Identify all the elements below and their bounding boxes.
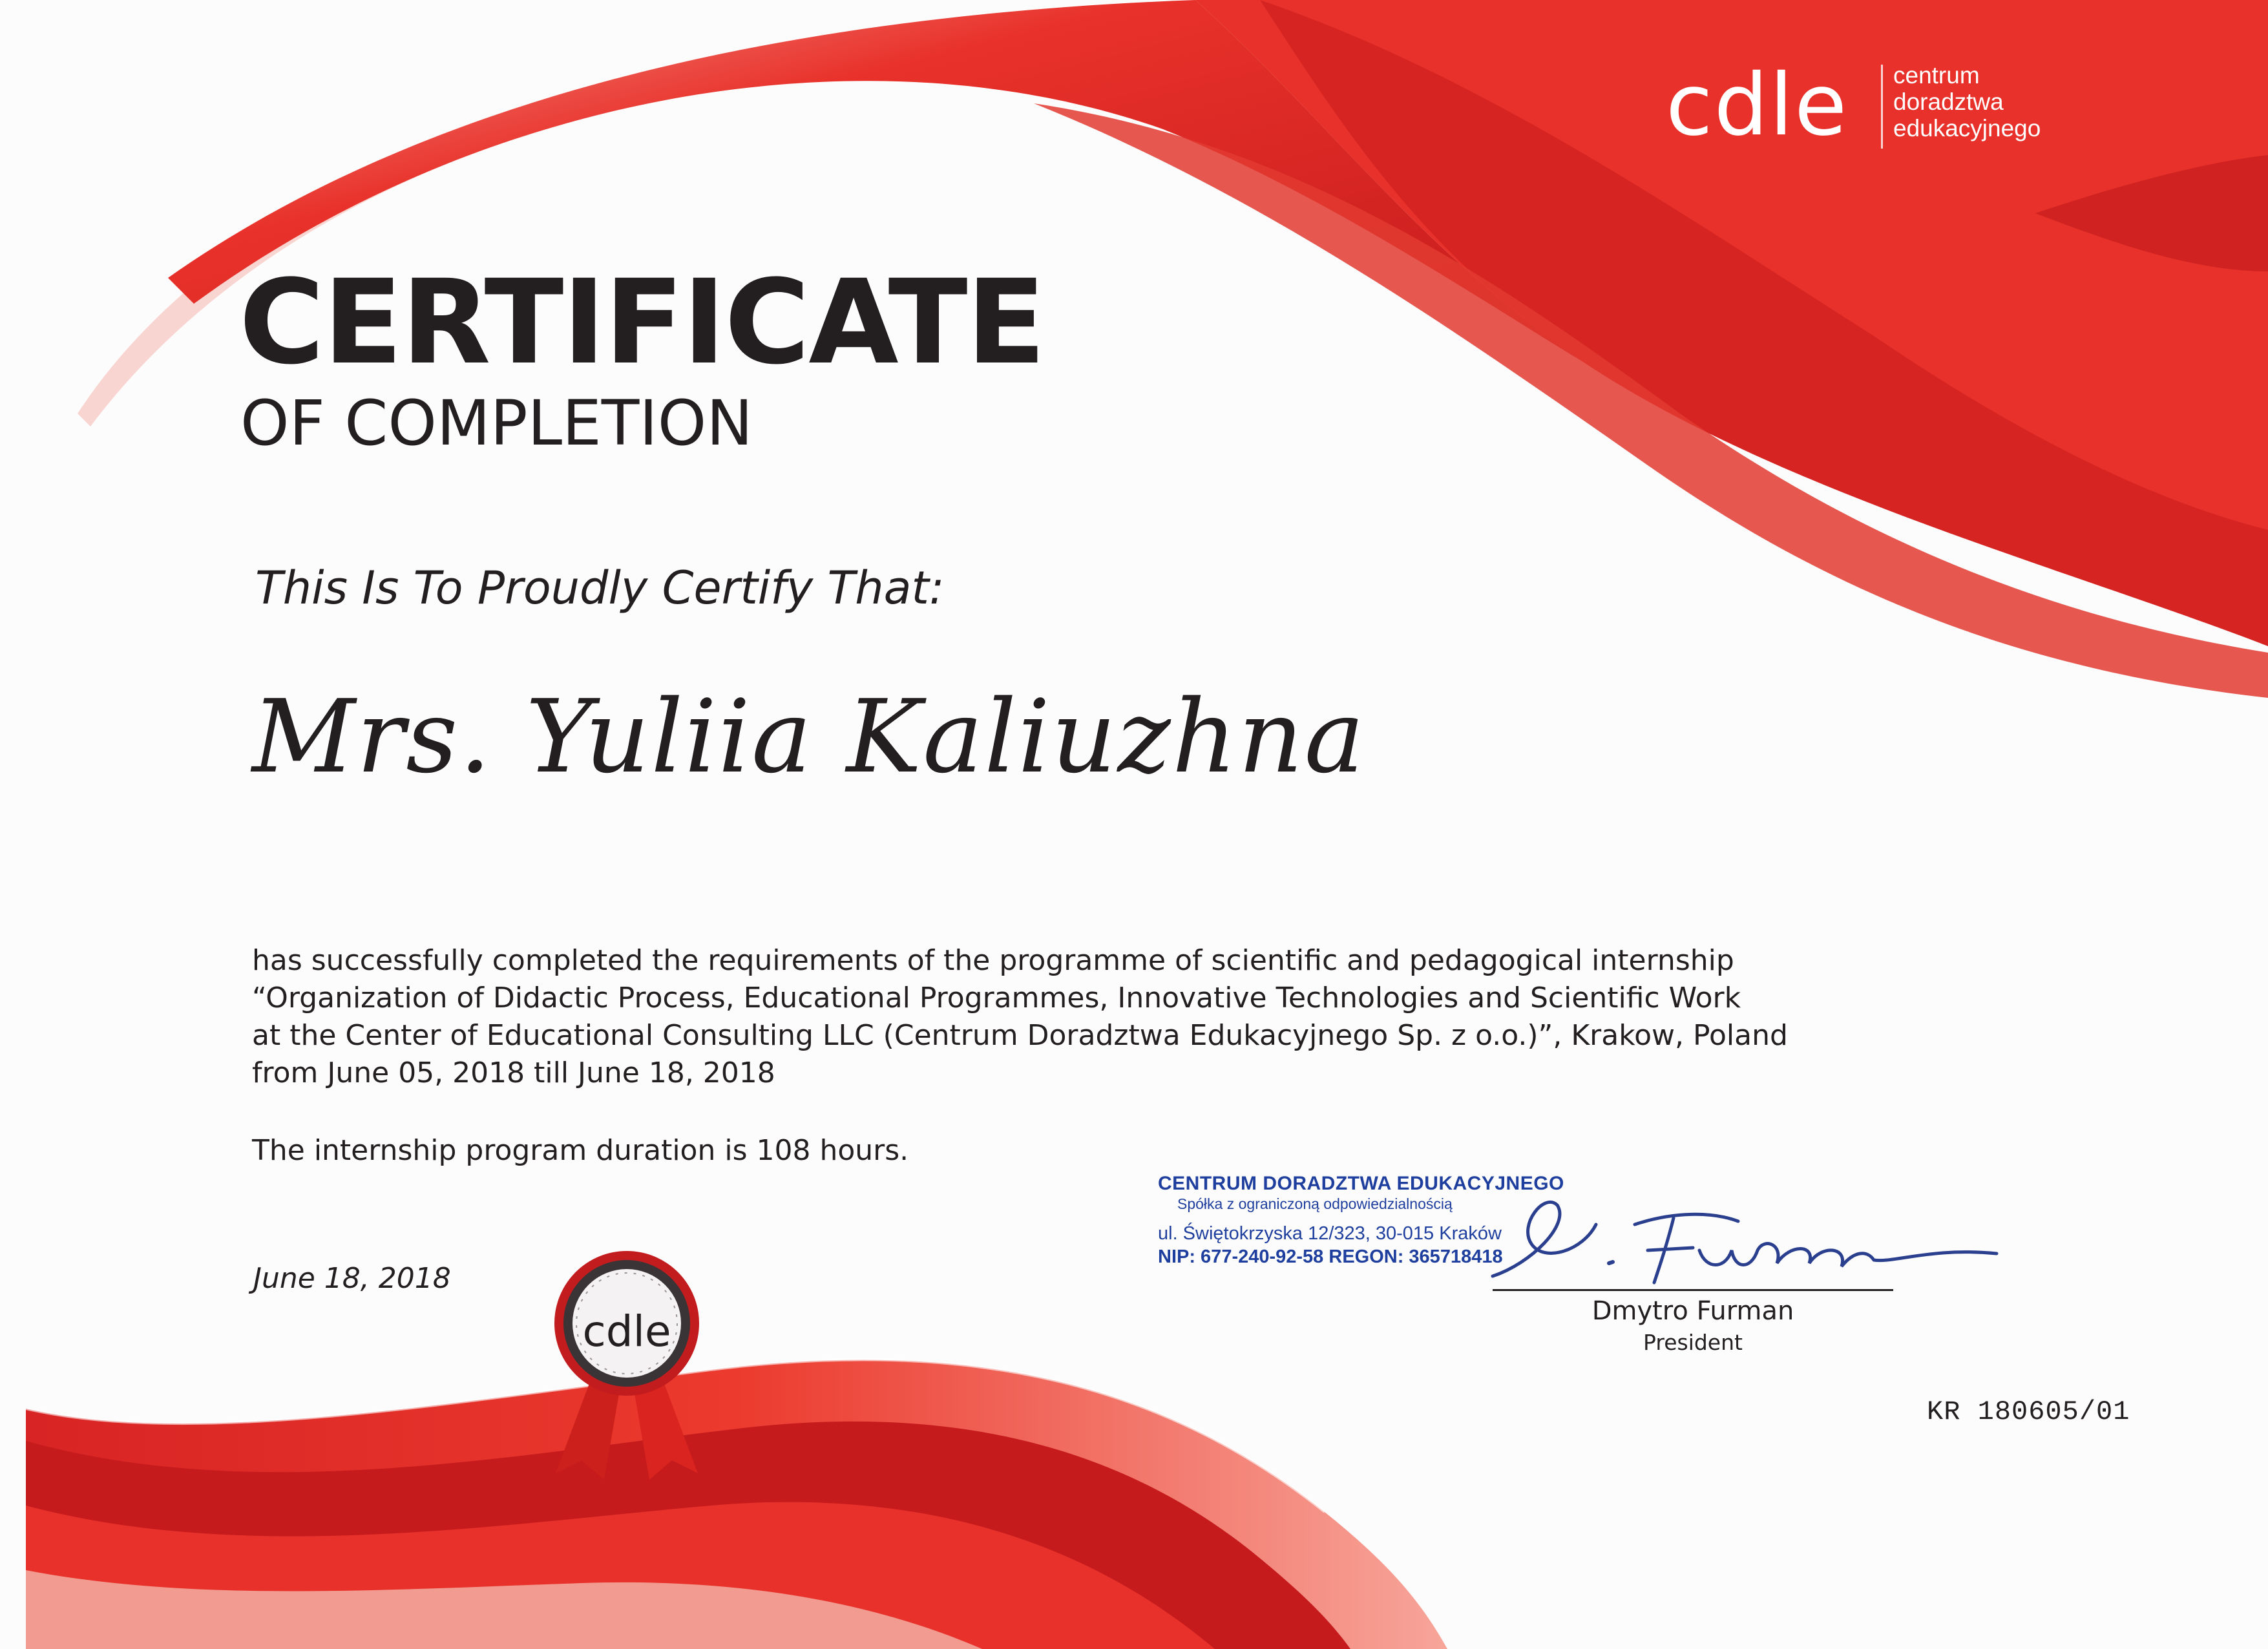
logo-text-line-2: doradztwa — [1893, 89, 2004, 115]
duration-text: The internship program duration is 108 hours. — [252, 1134, 909, 1167]
logo-text-line-1: centrum — [1893, 62, 1980, 89]
completion-text-line-1: has successfully completed the requirements of the programme of scientific and pedagogical internship — [252, 944, 1734, 977]
issue-date: June 18, 2018 — [253, 1262, 451, 1295]
logo-text — [1893, 62, 2041, 142]
seal-mark: cdle — [582, 1307, 671, 1356]
logo-text-line-3: edukacyjnego — [1893, 115, 2041, 142]
rosette-seal — [543, 1247, 711, 1486]
completion-text-line-4: from June 05, 2018 till June 18, 2018 — [252, 1056, 775, 1089]
recipient-name: Mrs. Yuliia Kaliuzhna — [252, 678, 1366, 795]
stamp-tax-ids: NIP: 677-240-92-58 REGON: 365718418 — [1158, 1246, 1503, 1267]
logo-mark: cdle — [1666, 56, 1849, 155]
cdle-logo — [1666, 57, 2086, 154]
signature-line — [1493, 1289, 1893, 1291]
stamp-address: ul. Świętokrzyska 12/323, 30-015 Kraków — [1158, 1223, 1502, 1244]
handwritten-signature — [1480, 1186, 2010, 1302]
company-stamp — [1158, 1173, 1564, 1268]
signatory-name: Dmytro Furman — [1591, 1296, 1794, 1326]
rosette-seal-graphic — [543, 1247, 711, 1486]
certify-line: This Is To Proudly Certify That: — [255, 562, 945, 614]
completion-text-line-3: at the Center of Educational Consulting LLC (Centrum Doradztwa Edukacyjnego Sp. z o.o.)”, Krakow, Poland — [252, 1019, 1788, 1052]
completion-text — [252, 942, 1788, 1092]
logo-divider — [1881, 65, 1883, 149]
stamp-company-type: Spółka z ograniczoną odpowiedzialnością — [1177, 1195, 1453, 1212]
completion-text-line-2: “Organization of Didactic Process, Educational Programmes, Innovative Technologies and Scientific Work — [252, 982, 1741, 1014]
certificate-title: CERTIFICATE — [239, 255, 1045, 390]
stamp-company-name: CENTRUM DORADZTWA EDUKACYJNEGO — [1158, 1173, 1564, 1194]
signatory-title: President — [1643, 1330, 1743, 1355]
certificate-subtitle: OF COMPLETION — [240, 387, 753, 459]
certificate-number: KR 180605/01 — [1927, 1396, 2130, 1427]
